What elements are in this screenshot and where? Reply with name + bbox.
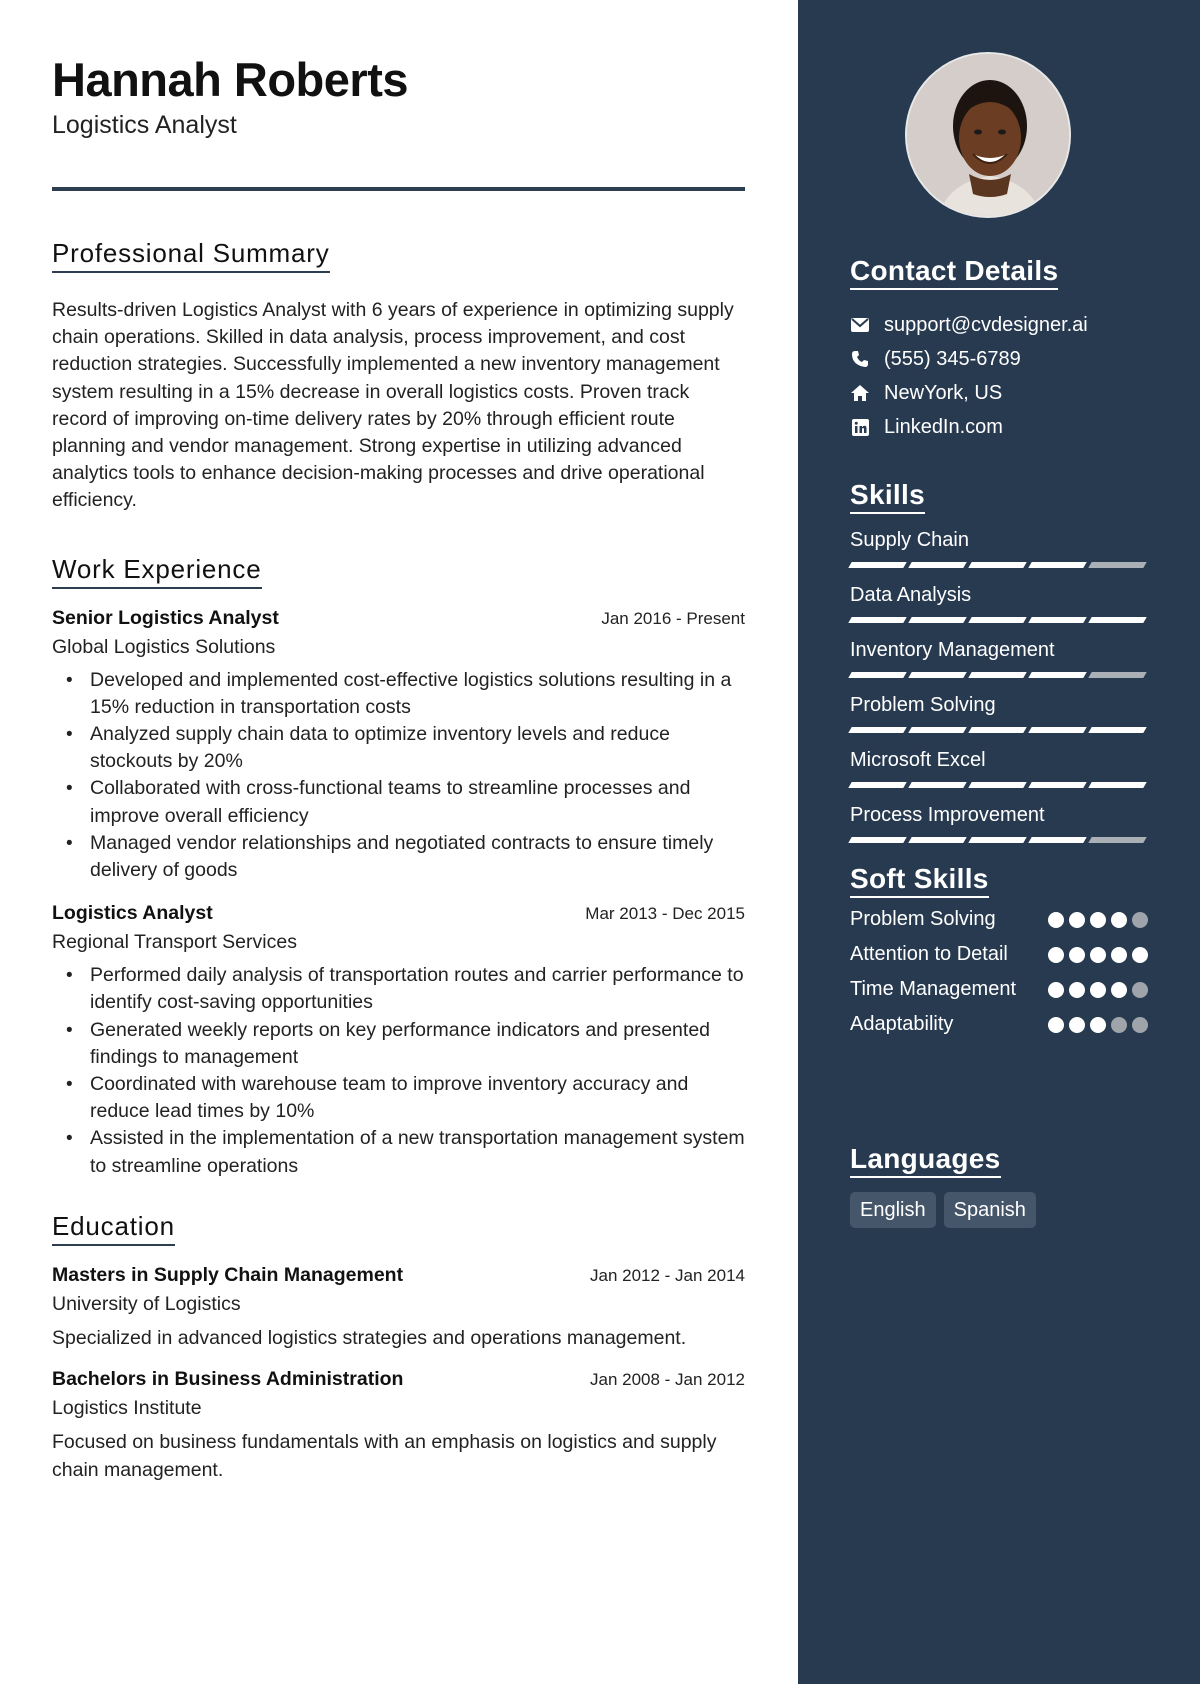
skill-level-segment (968, 672, 1026, 678)
job-date: Mar 2013 - Dec 2015 (585, 904, 745, 924)
rating-dot (1132, 982, 1148, 998)
job-company: Regional Transport Services (52, 931, 297, 954)
summary-text: Results-driven Logistics Analyst with 6 years of experience in optimizing supply chain operations. Skilled in data analysis, process improvement, and cost reduction strategies. Successfully implemented a new inventory management system resulting in a 15% decrease in overall logistics costs. Proven track record of improving on-time delivery rates by 20% through efficient route planning and vendor management. Strong expertise in utilizing advanced analytics tools to enhance decision-making processes and drive operational efficiency. (52, 299, 734, 512)
skill-name: Problem Solving (850, 694, 996, 716)
rating-dot (1132, 912, 1148, 928)
phone-icon (850, 349, 870, 369)
soft-skill-name: Attention to Detail (850, 943, 1008, 965)
contact-title: Contact Details (850, 254, 1058, 290)
contact-phone[interactable] (850, 342, 1148, 376)
skill-level-bar (850, 562, 1148, 569)
rating-dot (1069, 1017, 1085, 1033)
skill-item (850, 638, 1148, 679)
skill-level-segment (1088, 727, 1146, 733)
skill-level-segment (908, 672, 966, 678)
skill-level-segment (848, 837, 906, 843)
skill-level-segment (908, 727, 966, 733)
job-company: Global Logistics Solutions (52, 635, 276, 658)
skill-level-segment (1088, 617, 1146, 623)
skill-level-segment (908, 562, 966, 568)
skill-level-segment (1028, 837, 1086, 843)
contact-section (850, 254, 1148, 444)
school-name: University of Logistics (52, 1292, 241, 1315)
job-title: Senior Logistics Analyst (52, 606, 279, 629)
school-name: Logistics Institute (52, 1396, 202, 1419)
soft-skill-item (850, 941, 1148, 968)
work-title: Work Experience (52, 553, 262, 589)
job-bullets (52, 667, 745, 885)
bullet-item: • Collaborated with cross-functional teams to streamline processes and improve overall efficiency (52, 775, 745, 829)
soft-skill-rating (1048, 1017, 1148, 1033)
linkedin-icon (850, 417, 870, 437)
soft-skill-name: Time Management (850, 978, 1016, 1000)
portrait-photo (907, 54, 1071, 218)
soft-skill-item (850, 1011, 1148, 1038)
education-title: Education (52, 1210, 175, 1246)
skill-level-bar (850, 672, 1148, 679)
skill-level-segment (1028, 727, 1086, 733)
skill-name: Inventory Management (850, 639, 1055, 661)
education-entry (52, 1264, 745, 1352)
rating-dot (1048, 982, 1064, 998)
skill-level-segment (1088, 837, 1146, 843)
skill-level-segment (848, 727, 906, 733)
skill-level-segment (908, 782, 966, 788)
job-date: Jan 2016 - Present (601, 608, 745, 628)
header-divider (52, 187, 745, 191)
education-description: Focused on business fundamentals with an emphasis on logistics and supply chain management. (52, 1430, 717, 1481)
skill-level-segment (908, 617, 966, 623)
education-entry (52, 1368, 745, 1484)
skills-title: Skills (850, 478, 925, 514)
skill-name: Microsoft Excel (850, 749, 986, 771)
rating-dot (1090, 912, 1106, 928)
rating-dot (1069, 912, 1085, 928)
skill-level-bar (850, 782, 1148, 789)
soft-skill-rating (1048, 982, 1148, 998)
rating-dot (1048, 1017, 1064, 1033)
summary-title: Professional Summary (52, 237, 330, 273)
rating-dot (1132, 947, 1148, 963)
skill-level-segment (848, 672, 906, 678)
job-title: Logistics Analyst (52, 902, 213, 925)
skill-level-segment (1088, 672, 1146, 678)
contact-location (850, 376, 1148, 410)
job-bullets (52, 962, 745, 1180)
language-badge: Spanish (944, 1192, 1036, 1228)
rating-dot (1048, 947, 1064, 963)
contact-email-text: support@cvdesigner.ai (884, 313, 1088, 336)
contact-linkedin[interactable] (850, 410, 1148, 444)
contact-phone-text: (555) 345-6789 (884, 347, 1021, 370)
rating-dot (1090, 1017, 1106, 1033)
soft-skill-rating (1048, 947, 1148, 963)
degree-title: Bachelors in Business Administration (52, 1367, 404, 1390)
soft-skills-title: Soft Skills (850, 862, 989, 898)
rating-dot (1111, 1017, 1127, 1033)
skill-level-segment (968, 562, 1026, 568)
rating-dot (1069, 982, 1085, 998)
language-badge: English (850, 1192, 936, 1228)
skill-level-segment (1088, 562, 1146, 568)
rating-dot (1090, 947, 1106, 963)
envelope-icon (850, 315, 870, 335)
skill-level-bar (850, 837, 1148, 844)
soft-skills-list (850, 906, 1148, 1038)
rating-dot (1069, 947, 1085, 963)
soft-skill-name: Problem Solving (850, 908, 996, 930)
skill-level-segment (1028, 672, 1086, 678)
bullet-item: • Generated weekly reports on key performance indicators and presented findings to management (52, 1017, 745, 1071)
rating-dot (1111, 912, 1127, 928)
skill-level-segment (1028, 617, 1086, 623)
skill-item (850, 583, 1148, 624)
skill-item (850, 693, 1148, 734)
summary-section (52, 237, 746, 515)
rating-dot (1090, 982, 1106, 998)
skill-level-segment (908, 837, 966, 843)
candidate-name: Hannah Roberts (52, 53, 408, 106)
soft-skill-item (850, 976, 1148, 1003)
education-section (52, 1210, 746, 1484)
skill-item (850, 748, 1148, 789)
skill-level-segment (968, 837, 1026, 843)
languages-section (850, 1142, 1148, 1228)
skill-level-segment (968, 617, 1026, 623)
sidebar (798, 0, 1200, 1684)
bullet-item: • Analyzed supply chain data to optimize inventory levels and reduce stockouts by 20% (52, 721, 745, 775)
skill-name: Data Analysis (850, 584, 972, 606)
skill-level-segment (848, 617, 906, 623)
skill-level-segment (848, 782, 906, 788)
skill-level-bar (850, 727, 1148, 734)
rating-dot (1132, 1017, 1148, 1033)
contact-location-text: NewYork, US (884, 381, 1003, 404)
skill-name: Process Improvement (850, 804, 1045, 826)
languages-title: Languages (850, 1142, 1001, 1178)
skill-item (850, 528, 1148, 569)
work-section (52, 553, 746, 1180)
rating-dot (1048, 912, 1064, 928)
skill-name: Supply Chain (850, 529, 969, 551)
soft-skill-item (850, 906, 1148, 933)
skill-level-segment (1028, 562, 1086, 568)
job-entry (52, 902, 745, 1180)
soft-skill-rating (1048, 912, 1148, 928)
bullet-item: • Developed and implemented cost-effective logistics solutions resulting in a 15% reduction in transportation costs (52, 667, 745, 721)
skill-level-segment (968, 782, 1026, 788)
education-description: Specialized in advanced logistics strategies and operations management. (52, 1326, 687, 1349)
bullet-item: • Performed daily analysis of transportation routes and carrier performance to identify cost-saving opportunities (52, 962, 745, 1016)
skills-list (850, 528, 1148, 844)
education-date: Jan 2008 - Jan 2012 (589, 1369, 745, 1389)
job-entry (52, 607, 745, 885)
contact-email[interactable] (850, 308, 1148, 342)
skill-item (850, 803, 1148, 844)
bullet-item: • Coordinated with warehouse team to improve inventory accuracy and reduce lead times by 10% (52, 1071, 745, 1125)
home-icon (850, 383, 870, 403)
candidate-role: Logistics Analyst (52, 111, 237, 139)
skills-section (850, 478, 1148, 844)
skill-level-segment (968, 727, 1026, 733)
avatar (905, 52, 1071, 218)
bullet-item: • Managed vendor relationships and negotiated contracts to ensure timely delivery of goods (52, 830, 745, 884)
bullet-item: • Assisted in the implementation of a new transportation management system to streamline operations (52, 1125, 745, 1179)
rating-dot (1111, 947, 1127, 963)
skill-level-segment (848, 562, 906, 568)
skill-level-bar (850, 617, 1148, 624)
rating-dot (1111, 982, 1127, 998)
education-date: Jan 2012 - Jan 2014 (589, 1265, 745, 1285)
soft-skills-section (850, 862, 1148, 1038)
skill-level-segment (1088, 782, 1146, 788)
soft-skill-name: Adaptability (850, 1013, 954, 1035)
contact-linkedin-text: LinkedIn.com (884, 415, 1003, 438)
degree-title: Masters in Supply Chain Management (52, 1263, 404, 1286)
skill-level-segment (1028, 782, 1086, 788)
